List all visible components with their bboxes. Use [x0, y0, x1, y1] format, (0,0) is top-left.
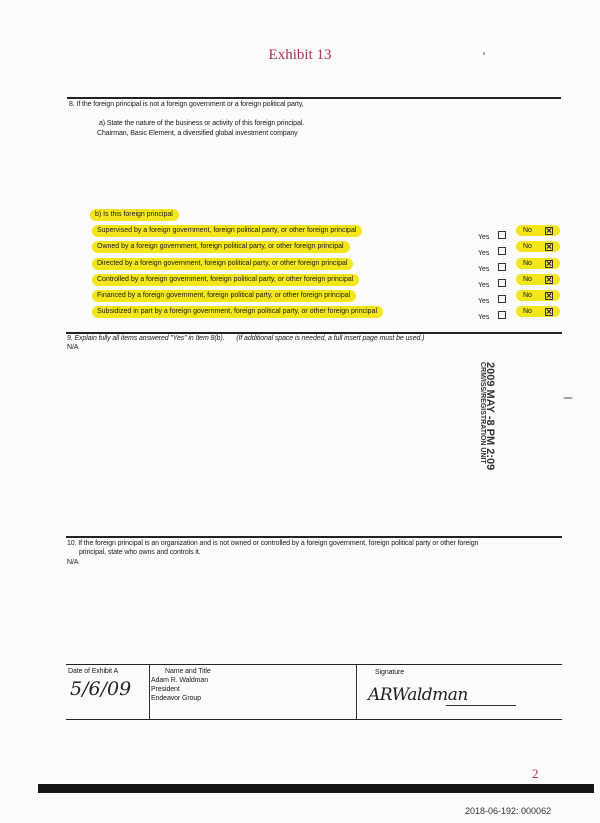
section-8a-answer: Chairman, Basic Element, a diversified global investment company — [97, 130, 298, 137]
no-checkbox-checked[interactable] — [545, 227, 553, 235]
section-8-rule — [67, 97, 561, 99]
no-label: No — [523, 308, 532, 315]
section-10-answer: N/A — [67, 559, 79, 566]
yes-checkbox[interactable] — [498, 247, 506, 255]
column-divider — [356, 665, 357, 719]
exhibit-title: Exhibit 13 — [268, 47, 332, 63]
yes-checkbox[interactable] — [498, 263, 506, 271]
redaction-bar — [38, 784, 594, 793]
no-checkbox-checked[interactable] — [545, 243, 553, 251]
name-title-label: Name and Title — [165, 668, 211, 675]
question-owned: Owned by a foreign government, foreign political party, or other foreign principal — [92, 241, 350, 253]
no-option-supervised — [516, 225, 560, 236]
page-number: 2 — [532, 766, 539, 781]
yes-checkbox[interactable] — [498, 311, 506, 319]
yes-label: Yes — [478, 298, 490, 305]
date-label: Date of Exhibit A — [68, 668, 119, 675]
no-checkbox-checked[interactable] — [545, 260, 553, 268]
no-label: No — [523, 276, 532, 283]
question-supervised: Supervised by a foreign government, foreign political party, or other foreign principal — [92, 225, 362, 237]
no-label: No — [523, 243, 532, 250]
received-stamp-date: 2009 MAY -8 PM 2:09 — [484, 362, 496, 471]
yes-checkbox[interactable] — [498, 279, 506, 287]
date-cell — [68, 665, 148, 719]
no-option-controlled — [516, 274, 560, 285]
signature-label: Signature — [375, 669, 405, 676]
yes-label: Yes — [478, 234, 490, 241]
name-title-cell — [151, 665, 356, 719]
signature-tail-stroke — [446, 705, 516, 706]
signature-cell — [358, 665, 562, 719]
yes-checkbox[interactable] — [498, 231, 506, 239]
section-8-title: 8. If the foreign principal is not a foreign government or a foreign political party, — [69, 101, 304, 108]
question-subsidized: Subsidized in part by a foreign government, foreign political party, or other foreign principal — [92, 306, 383, 318]
question-controlled: Controlled by a foreign government, foreign political party, or other foreign principal — [92, 274, 359, 286]
no-label: No — [523, 227, 532, 234]
date-value-handwritten: 5/6/09 — [70, 678, 132, 700]
section-10-rule — [66, 536, 562, 538]
signature-block — [66, 664, 562, 720]
bates-number: 2018-06-192: 000062 — [465, 806, 552, 816]
signer-name: Adam R. Waldman — [151, 677, 208, 684]
no-label: No — [523, 260, 532, 267]
yes-checkbox[interactable] — [498, 295, 506, 303]
signer-organization: Endeavor Group — [151, 695, 201, 702]
received-stamp-unit: CRM/ISS/REGISTRATION UNIT — [479, 362, 486, 464]
answer-row-subsidized — [478, 306, 506, 324]
no-option-directed — [516, 258, 560, 269]
no-option-owned — [516, 241, 560, 252]
no-option-financed — [516, 290, 560, 301]
column-divider — [149, 665, 150, 719]
no-checkbox-checked[interactable] — [545, 276, 553, 284]
section-8a-label: a) State the nature of the business or activity of this foreign principal. — [99, 120, 305, 127]
section-10-title-line2: principal, state who owns and controls it. — [79, 549, 201, 556]
section-10-title-line1: 10. If the foreign principal is an organization and is not owned or controlled by a foreign government, foreign political party or other foreign — [67, 540, 479, 547]
no-label: No — [523, 292, 532, 299]
no-checkbox-checked[interactable] — [545, 308, 553, 316]
yes-label: Yes — [478, 314, 490, 321]
yes-label: Yes — [478, 282, 490, 289]
section-9-answer: N/A — [67, 344, 79, 351]
question-directed: Directed by a foreign government, foreign political party, or other foreign principal — [92, 258, 353, 270]
handwritten-signature: ARWaldman — [368, 685, 468, 705]
section-9-title — [67, 334, 424, 343]
no-option-subsidized — [516, 306, 560, 317]
scan-speck — [483, 52, 485, 55]
no-checkbox-checked[interactable] — [545, 292, 553, 300]
yes-label: Yes — [478, 250, 490, 257]
scan-speck — [563, 397, 573, 399]
question-financed: Financed by a foreign government, foreign political party, or other foreign principal — [92, 290, 356, 302]
signer-title: President — [151, 686, 180, 693]
section-9-question: 9. Explain fully all items answered "Yes" in Item 8(b). — [67, 335, 225, 342]
section-8b-label: b) Is this foreign principal — [90, 209, 179, 221]
yes-label: Yes — [478, 266, 490, 273]
section-9-note: (If additional space is needed, a full insert page must be used.) — [236, 335, 425, 342]
